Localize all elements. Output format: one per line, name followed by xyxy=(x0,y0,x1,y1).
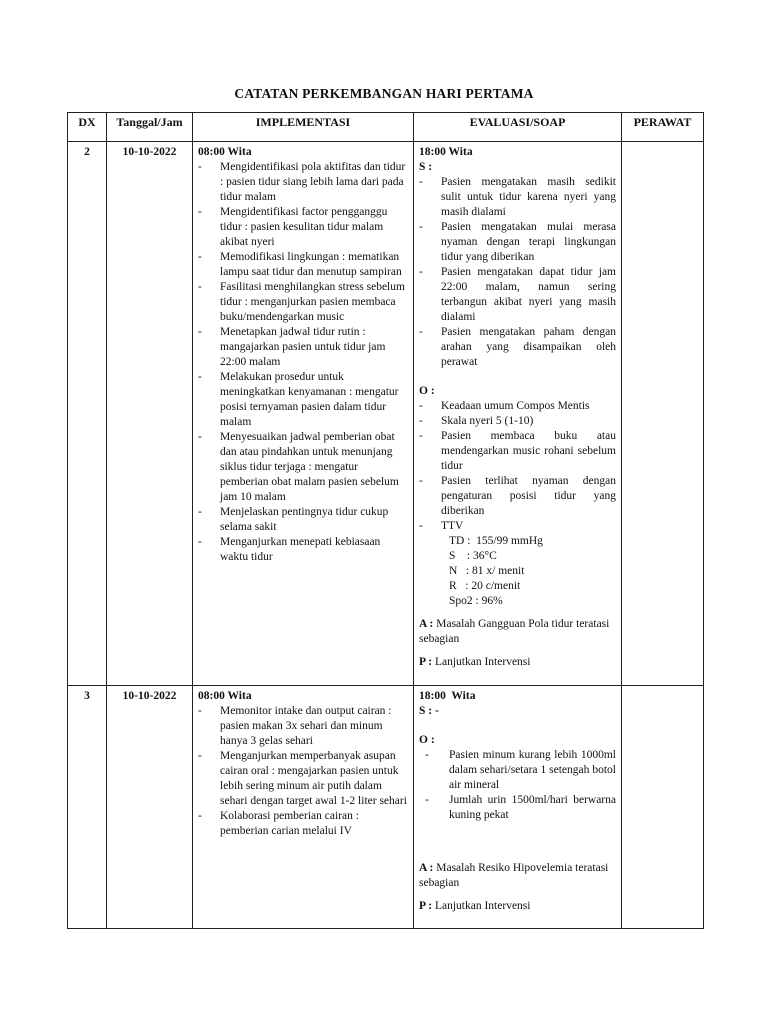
dx-cell: 2 xyxy=(68,142,107,686)
table-row xyxy=(68,686,704,929)
o-label: O : xyxy=(419,385,435,397)
o-list xyxy=(419,399,616,534)
list-item: - Mengidentifikasi factor pengganggu tidur : pasien kesulitan tidur malam akibat nyeri xyxy=(198,205,408,250)
implementasi-cell xyxy=(193,686,414,929)
list-item: - Menganjurkan memperbanyak asupan cairan oral : mengajarkan pasien untuk lebih sering minum air putih dalam sehari dengan target awal 1-2 liter sehari xyxy=(198,749,408,809)
ttv-td: TD : 155/99 mmHg xyxy=(449,535,543,547)
ttv-n: N : 81 x/ menit xyxy=(449,565,525,577)
document-title: CATATAN PERKEMBANGAN HARI PERTAMA xyxy=(234,86,534,101)
ttv-values xyxy=(449,534,616,609)
eval-time: 18:00 Wita xyxy=(419,146,473,158)
s-entry xyxy=(419,704,616,719)
p-text: Lanjutkan Intervensi xyxy=(434,900,531,912)
a-entry xyxy=(419,617,616,647)
p-entry xyxy=(419,655,616,670)
table-header-row xyxy=(68,113,704,142)
table-row xyxy=(68,142,704,686)
header-evaluasi: EVALUASI/SOAP xyxy=(414,113,622,142)
s-label: S : xyxy=(419,705,433,717)
tanggal-cell: 10-10-2022 xyxy=(107,686,193,929)
list-item: - Memonitor intake dan output cairan : pasien makan 3x sehari dan minum hanya 3 gelas sehari xyxy=(198,704,408,749)
eval-time: 18:00 Wita xyxy=(419,690,476,702)
list-item: - Pasien minum kurang lebih 1000ml dalam sehari/setara 1 setengah botol air mineral xyxy=(419,748,616,793)
header-implementasi: IMPLEMENTASI xyxy=(193,113,414,142)
ttv-spo2: Spo2 : 96% xyxy=(449,595,503,607)
list-item: - Menyesuaikan jadwal pemberian obat dan atau pindahkan untuk menunjang siklus tidur terjaga : mengatur pemberian obat malam pasien sebelum jam 10 malam xyxy=(198,430,408,505)
list-item: - Menetapkan jadwal tidur rutin : mangajarkan pasien untuk tidur jam 22:00 malam xyxy=(198,325,408,370)
tanggal-cell: 10-10-2022 xyxy=(107,142,193,686)
header-perawat: PERAWAT xyxy=(622,113,704,142)
list-item: - Pasien mengatakan dapat tidur jam 22:00 malam, namun sering terbangun akibat nyeri yang masih dialami xyxy=(419,265,616,325)
a-label: A : xyxy=(419,862,434,874)
list-item: - Menjelaskan pentingnya tidur cukup selama sakit xyxy=(198,505,408,535)
p-label: P : xyxy=(419,656,433,668)
p-text: Lanjutkan Intervensi xyxy=(434,656,531,668)
list-item: - TTV xyxy=(419,519,616,534)
list-item: - Jumlah urin 1500ml/hari berwarna kuning pekat xyxy=(419,793,616,823)
list-item: - Melakukan prosedur untuk meningkatkan kenyamanan : mengatur posisi ternyaman pasien dalam tidur malam xyxy=(198,370,408,430)
o-label: O : xyxy=(419,734,435,746)
list-item: - Pasien membaca buku atau mendengarkan music rohani sebelum tidur xyxy=(419,429,616,474)
list-item: - Pasien mengatakan masih sedikit sulit untuk tidur karena nyeri yang masih dialami xyxy=(419,175,616,220)
ttv-r: R : 20 c/menit xyxy=(449,580,521,592)
list-item: - Fasilitasi menghilangkan stress sebelum tidur : menganjurkan pasien membaca buku/mendengarkan music xyxy=(198,280,408,325)
perawat-cell xyxy=(622,686,704,929)
p-label: P : xyxy=(419,900,433,912)
a-text: Masalah Gangguan Pola tidur teratasi sebagian xyxy=(419,618,610,645)
s-list xyxy=(419,175,616,370)
list-item: - Skala nyeri 5 (1-10) xyxy=(419,414,616,429)
a-label: A : xyxy=(419,618,434,630)
ttv-s: S : 36°C xyxy=(449,550,497,562)
list-item: - Mengidentifikasi pola aktifitas dan tidur : pasien tidur siang lebih lama dari pada tidur malam xyxy=(198,160,408,205)
impl-time: 08:00 Wita xyxy=(198,146,252,158)
s-text: - xyxy=(434,705,439,717)
perawat-cell xyxy=(622,142,704,686)
list-item: - Pasien mengatakan mulai merasa nyaman dengan terapi lingkungan tidur yang diberikan xyxy=(419,220,616,265)
header-dx: DX xyxy=(68,113,107,142)
dx-cell: 3 xyxy=(68,686,107,929)
p-entry xyxy=(419,899,616,914)
list-item: - Pasien mengatakan paham dengan arahan yang disampaikan oleh perawat xyxy=(419,325,616,370)
evaluasi-cell xyxy=(414,142,622,686)
impl-time: 08:00 Wita xyxy=(198,690,252,702)
list-item: - Menganjurkan menepati kebiasaan waktu tidur xyxy=(198,535,408,565)
list-item: - Keadaan umum Compos Mentis xyxy=(419,399,616,414)
s-label: S : xyxy=(419,161,433,173)
o-list xyxy=(419,748,616,823)
a-entry xyxy=(419,861,616,891)
header-tanggal: Tanggal/Jam xyxy=(107,113,193,142)
list-item: - Kolaborasi pemberian cairan : pemberian carian melalui IV xyxy=(198,809,408,839)
list-item: - Pasien terlihat nyaman dengan pengaturan posisi tidur yang diberikan xyxy=(419,474,616,519)
impl-list xyxy=(198,160,408,565)
list-item: - Memodifikasi lingkungan : mematikan lampu saat tidur dan menutup sampiran xyxy=(198,250,408,280)
a-text: Masalah Resiko Hipovelemia teratasi sebagian xyxy=(419,862,609,889)
evaluasi-cell xyxy=(414,686,622,929)
progress-notes-table xyxy=(67,112,704,929)
implementasi-cell xyxy=(193,142,414,686)
impl-list xyxy=(198,704,408,839)
